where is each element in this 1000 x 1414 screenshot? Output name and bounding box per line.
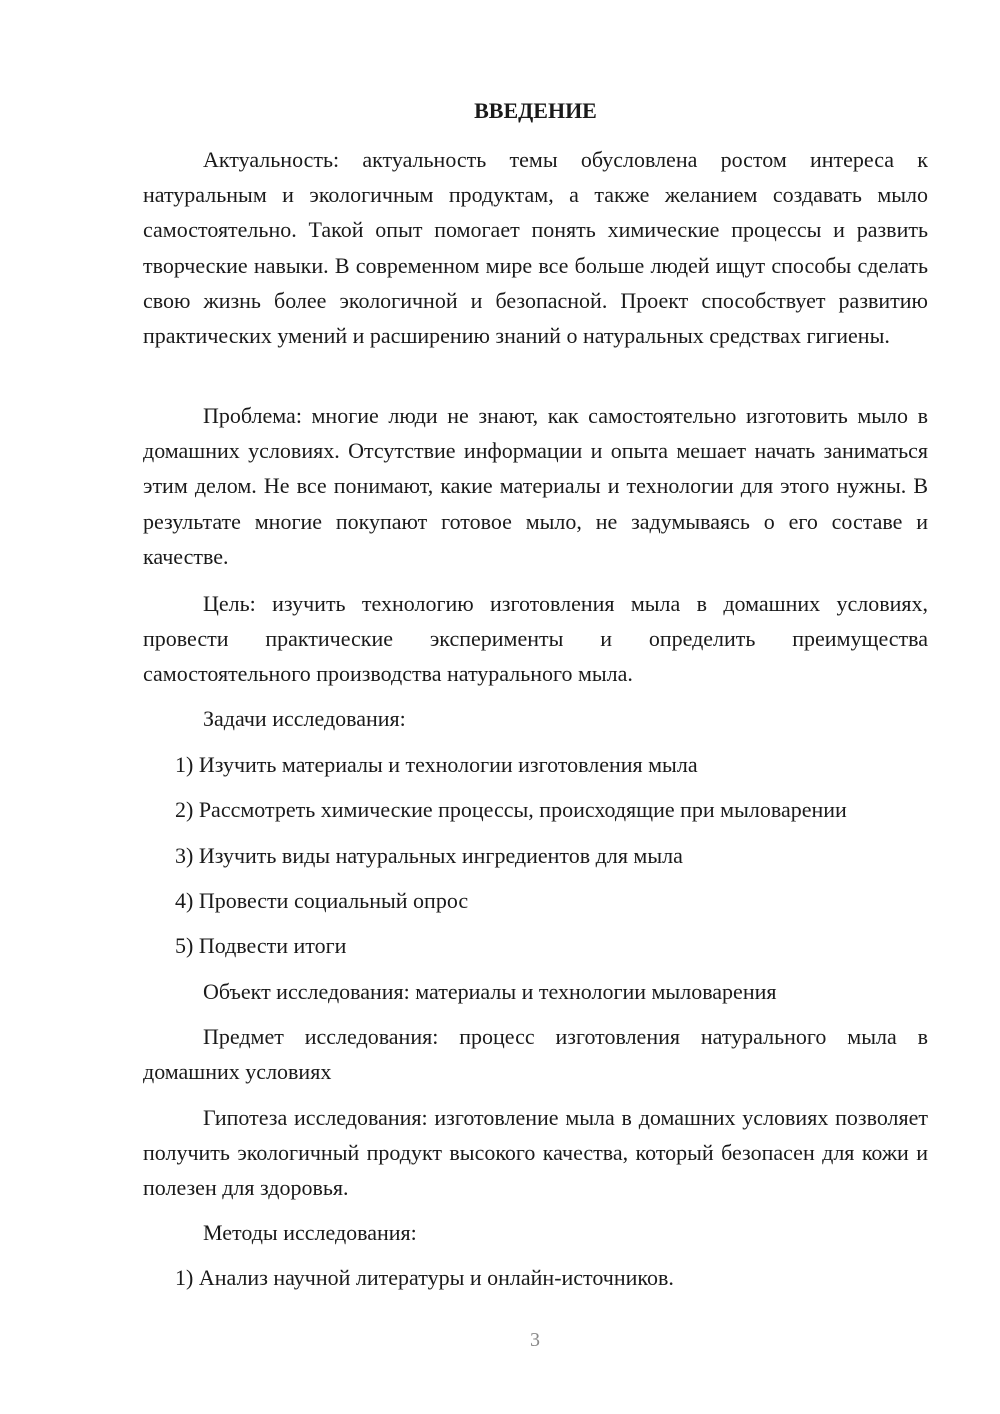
task-item-5: 5) Подвести итоги [175, 933, 347, 958]
relevance-paragraph: Актуальность: актуальность темы обусловлена ростом интереса к натуральным и экологичным продуктам, а также желанием создавать мыло самостоятельно. Такой опыт помогает понять химические процессы и развить творческие навыки. В современном мире все больше людей ищут способы сделать свою жизнь более экологичной и безопасной. Проект способствует развитию практических умений и расширению знаний о натуральных средствах гигиены. [143, 147, 928, 349]
goal-paragraph: Цель: изучить технологию изготовления мыла в домашних условиях, провести практические эксперименты и определить преимущества самостоятельного производства натурального мыла. [143, 591, 928, 687]
method-item-1: 1) Анализ научной литературы и онлайн-источников. [175, 1265, 674, 1290]
page-number: 3 [530, 1329, 540, 1351]
hypothesis-paragraph: Гипотеза исследования: изготовление мыла в домашних условиях позволяет получить экологичный продукт высокого качества, который безопасен для кожи и полезен для здоровья. [143, 1105, 928, 1201]
task-item-2: 2) Рассмотреть химические процессы, происходящие при мыловарении [175, 797, 847, 822]
problem-paragraph: Проблема: многие люди не знают, как самостоятельно изготовить мыло в домашних условиях. Отсутствие информации и опыта мешает начать заниматься этим делом. Не все понимают, какие материалы и технологии для этого нужны. В результате многие покупают готовое мыло, не задумываясь о его составе и качестве. [143, 403, 928, 569]
tasks-heading: Задачи исследования: [203, 706, 406, 731]
task-item-1: 1) Изучить материалы и технологии изготовления мыла [175, 752, 698, 777]
page-title: ВВЕДЕНИЕ [474, 98, 597, 123]
methods-heading: Методы исследования: [203, 1220, 417, 1245]
task-item-4: 4) Провести социальный опрос [175, 888, 469, 913]
object-paragraph: Объект исследования: материалы и технологии мыловарения [203, 979, 777, 1004]
task-item-3: 3) Изучить виды натуральных ингредиентов для мыла [175, 843, 683, 868]
subject-paragraph: Предмет исследования: процесс изготовления натурального мыла в домашних условиях [143, 1024, 928, 1085]
